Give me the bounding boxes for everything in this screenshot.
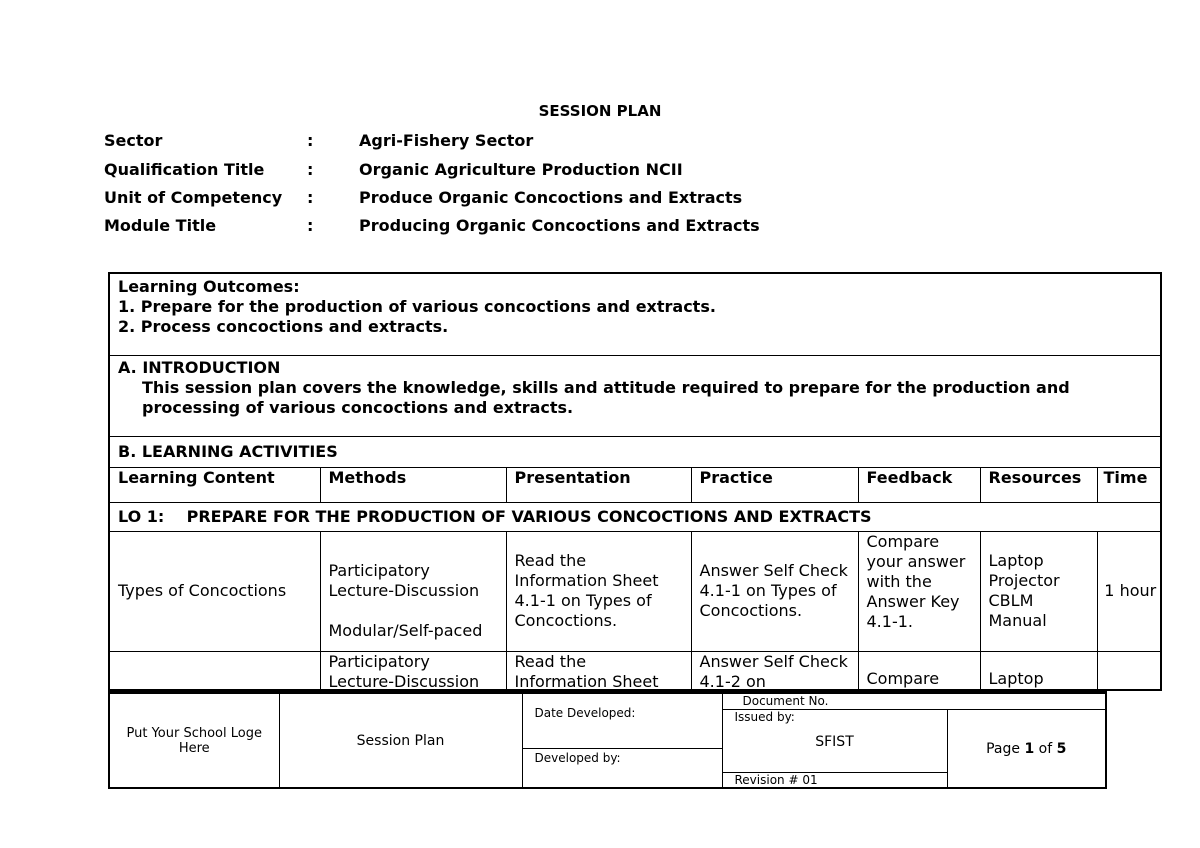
- page-of: of: [1038, 740, 1053, 757]
- meta-separator: :: [307, 160, 314, 179]
- practice-cell: Answer Self Check 4.1-1 on Types of Concoctions.: [691, 531, 858, 651]
- school-logo-placeholder: Put Your School Loge Here: [109, 693, 279, 789]
- introduction-cell: [110, 355, 1162, 436]
- meta-separator: :: [307, 216, 314, 235]
- presentation-cell: Read the Information Sheet: [506, 651, 691, 691]
- learning-outcomes-cell: [110, 274, 1162, 355]
- feedback-cell: Compare: [858, 651, 980, 691]
- learning-activities-heading: B. LEARNING ACTIVITIES: [110, 436, 1162, 467]
- column-header: Time: [1097, 467, 1162, 502]
- methods-cell: [320, 531, 506, 651]
- column-header: Practice: [691, 467, 858, 502]
- resources-cell: Laptop: [980, 651, 1097, 691]
- issued-by-cell: [722, 710, 947, 773]
- meta-value: Organic Agriculture Production NCII: [359, 160, 683, 179]
- meta-value: Producing Organic Concoctions and Extracts: [359, 216, 760, 235]
- revision-number: Revision # 01: [722, 772, 947, 788]
- learning-outcome-item: 1. Prepare for the production of various concoctions and extracts.: [118, 297, 716, 316]
- meta-value: Agri-Fishery Sector: [359, 131, 534, 150]
- learning-outcomes-heading: Learning Outcomes:: [118, 277, 300, 296]
- session-plan-table-frame: [108, 272, 1162, 691]
- learning-content-cell: Types of Concoctions: [110, 531, 320, 651]
- page-number: [947, 710, 1106, 788]
- introduction-heading: A. INTRODUCTION: [118, 357, 281, 377]
- meta-label: Unit of Competency: [104, 188, 283, 207]
- column-header: Feedback: [858, 467, 980, 502]
- resources-cell: [980, 531, 1097, 651]
- column-header: Learning Content: [110, 467, 320, 502]
- document-no: Document No.: [722, 693, 1106, 710]
- table-row: [110, 531, 1162, 651]
- meta-value: Produce Organic Concoctions and Extracts: [359, 188, 743, 207]
- time-cell: 1 hour: [1097, 531, 1162, 651]
- presentation-cell: Read the Information Sheet 4.1-1 on Types of Concoctions.: [506, 531, 691, 651]
- method-item: Modular/Self-paced: [328, 621, 483, 640]
- column-header: Presentation: [506, 467, 691, 502]
- resource-item: Manual: [988, 611, 1047, 630]
- time-cell: [1097, 651, 1162, 691]
- methods-cell: Participatory Lecture-Discussion: [320, 651, 506, 691]
- feedback-cell: Compare your answer with the Answer Key 4.1-1.: [858, 531, 980, 651]
- meta-label: Qualification Title: [104, 160, 265, 179]
- developed-by: Developed by:: [522, 748, 722, 788]
- session-plan-table: [110, 274, 1162, 691]
- page-title: SESSION PLAN: [538, 102, 662, 120]
- date-developed: Date Developed:: [522, 693, 722, 749]
- practice-cell: Answer Self Check 4.1-2 on: [691, 651, 858, 691]
- page-current: 1: [1024, 740, 1035, 757]
- table-row: [110, 651, 1162, 691]
- column-header: Resources: [980, 467, 1097, 502]
- meta-separator: :: [307, 188, 314, 207]
- document-footer: [108, 691, 1107, 789]
- meta-separator: :: [307, 131, 314, 150]
- table-header-row: [110, 467, 1162, 502]
- issued-by-label: Issued by:: [734, 710, 795, 725]
- page-total: 5: [1056, 740, 1067, 757]
- column-header: Methods: [320, 467, 506, 502]
- issuer-name: SFIST: [815, 734, 854, 751]
- doc-type: Session Plan: [279, 693, 522, 789]
- learning-outcome-item: 2. Process concoctions and extracts.: [118, 317, 449, 336]
- meta-label: Sector: [104, 131, 163, 150]
- resource-item: Laptop: [988, 551, 1044, 570]
- resource-item: Projector: [988, 571, 1060, 590]
- method-item: Participatory Lecture-Discussion: [328, 561, 480, 600]
- introduction-text: This session plan covers the knowledge, skills and attitude required to prepare for the production and processing of various concoctions and extracts.: [142, 377, 1070, 417]
- learning-content-cell: [110, 651, 320, 691]
- page-word: Page: [986, 740, 1021, 757]
- lo1-heading: LO 1: PREPARE FOR THE PRODUCTION OF VARIOUS CONCOCTIONS AND EXTRACTS: [110, 502, 1162, 531]
- meta-label: Module Title: [104, 216, 217, 235]
- resource-item: CBLM: [988, 591, 1034, 610]
